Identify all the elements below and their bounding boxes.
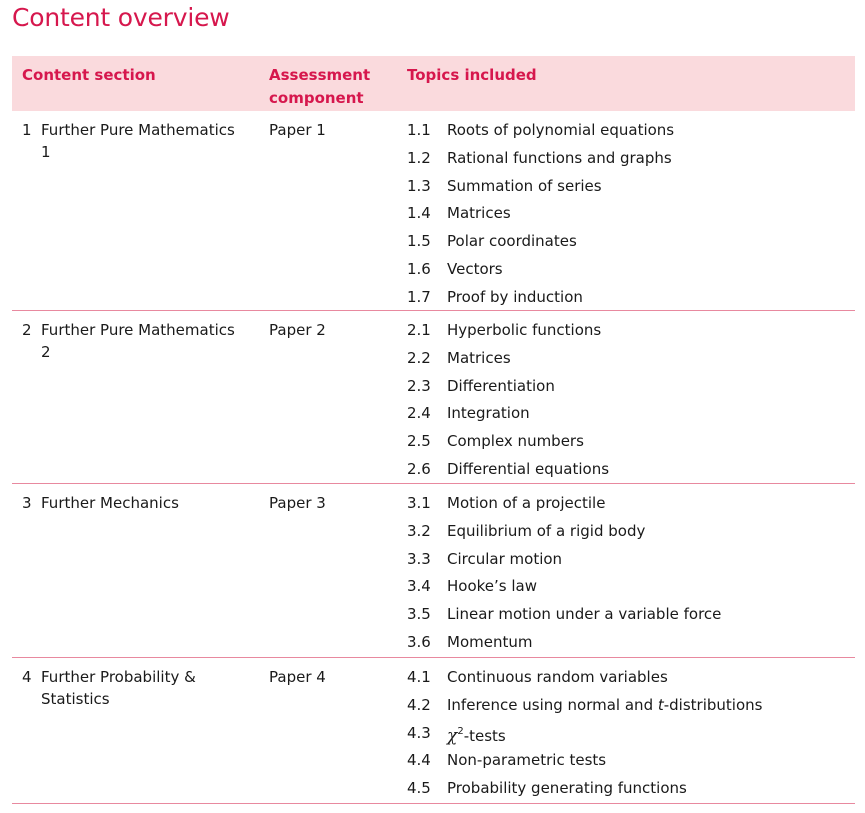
topic-number: 4.3 <box>407 723 431 742</box>
section-row <box>12 311 855 484</box>
topic-number: 1.7 <box>407 287 431 306</box>
topic-number: 3.5 <box>407 605 431 624</box>
assessment-paper: Paper 4 <box>269 668 326 686</box>
assessment-paper: Paper 2 <box>269 321 326 339</box>
topic-number: 2.2 <box>407 348 431 367</box>
topic-number: 1.3 <box>407 176 431 195</box>
topic-label: Proof by induction <box>447 287 583 306</box>
topic-label: Integration <box>447 404 530 423</box>
topic-label: Continuous random variables <box>447 668 668 686</box>
section-name: Further Pure Mathematics 1 <box>41 121 235 161</box>
section-name: Further Probability & Statistics <box>41 668 196 708</box>
topic-number: 3.3 <box>407 549 431 568</box>
section-name: Further Mechanics <box>41 494 179 512</box>
topic-label: Linear motion under a variable force <box>447 605 722 624</box>
topic-number: 2.5 <box>407 432 431 451</box>
topic-label: Motion of a projectile <box>447 494 606 512</box>
topic-number: 1.4 <box>407 204 431 223</box>
header-topics-included: Topics included <box>407 66 537 84</box>
topic-number: 1.5 <box>407 232 431 251</box>
topic-number: 3.1 <box>407 494 431 512</box>
header-assessment-component: Assessment component <box>269 66 371 107</box>
superscript: 2 <box>457 725 464 737</box>
section-name: Further Pure Mathematics 2 <box>41 321 235 361</box>
topic-label-pre: Inference using normal and <box>447 695 658 714</box>
topic-label <box>447 722 506 747</box>
topic-label: Hooke’s law <box>447 577 537 596</box>
topic-number: 2.1 <box>407 321 431 339</box>
topic-number: 2.6 <box>407 459 431 478</box>
topic-label: Matrices <box>447 348 511 367</box>
header-content-section: Content section <box>22 66 156 84</box>
topic-number: 1.6 <box>407 259 431 278</box>
assessment-paper: Paper 3 <box>269 494 326 512</box>
topic-label: Probability generating functions <box>447 779 687 798</box>
topic-label-post: -tests <box>463 726 506 745</box>
topic-label: Vectors <box>447 259 503 278</box>
section-number: 1 <box>22 121 32 139</box>
topic-label: Differentiation <box>447 376 555 395</box>
topic-label: Momentum <box>447 632 533 651</box>
assessment-paper: Paper 1 <box>269 121 326 139</box>
topic-label-italic: t <box>657 695 664 714</box>
topic-number: 2.3 <box>407 376 431 395</box>
topic-label: Complex numbers <box>447 432 584 451</box>
topic-label: Hyperbolic functions <box>447 321 602 339</box>
topic-label: Summation of series <box>447 176 602 195</box>
section-row <box>12 111 855 311</box>
topic-label: Rational functions and graphs <box>447 148 672 167</box>
section-number: 3 <box>22 494 32 512</box>
topic-number: 4.2 <box>407 695 431 714</box>
topic-label: Circular motion <box>447 549 563 568</box>
topic-label: Matrices <box>447 204 511 223</box>
topic-number: 4.5 <box>407 779 431 798</box>
topic-number: 4.4 <box>407 751 431 770</box>
section-number: 4 <box>22 668 32 686</box>
content-overview-table <box>12 56 855 804</box>
topic-label: Polar coordinates <box>447 232 577 251</box>
topic-label <box>447 694 762 716</box>
topic-number: 1.1 <box>407 121 431 139</box>
topic-label: Roots of polynomial equations <box>447 121 675 139</box>
chi-symbol: χ <box>447 725 458 746</box>
topic-number: 3.2 <box>407 521 431 540</box>
section-number: 2 <box>22 321 32 339</box>
topic-number: 1.2 <box>407 148 431 167</box>
topic-label: Equilibrium of a rigid body <box>447 521 646 540</box>
topic-label-post: -distributions <box>663 695 763 714</box>
topic-number: 4.1 <box>407 668 431 686</box>
section-row <box>12 658 855 804</box>
table-header <box>12 56 855 111</box>
topic-number: 3.4 <box>407 577 431 596</box>
topic-number: 3.6 <box>407 632 431 651</box>
topic-number: 2.4 <box>407 404 431 423</box>
page-title: Content overview <box>12 3 230 32</box>
section-row <box>12 484 855 658</box>
topic-label: Differential equations <box>447 459 610 478</box>
topic-label: Non-parametric tests <box>447 751 607 770</box>
